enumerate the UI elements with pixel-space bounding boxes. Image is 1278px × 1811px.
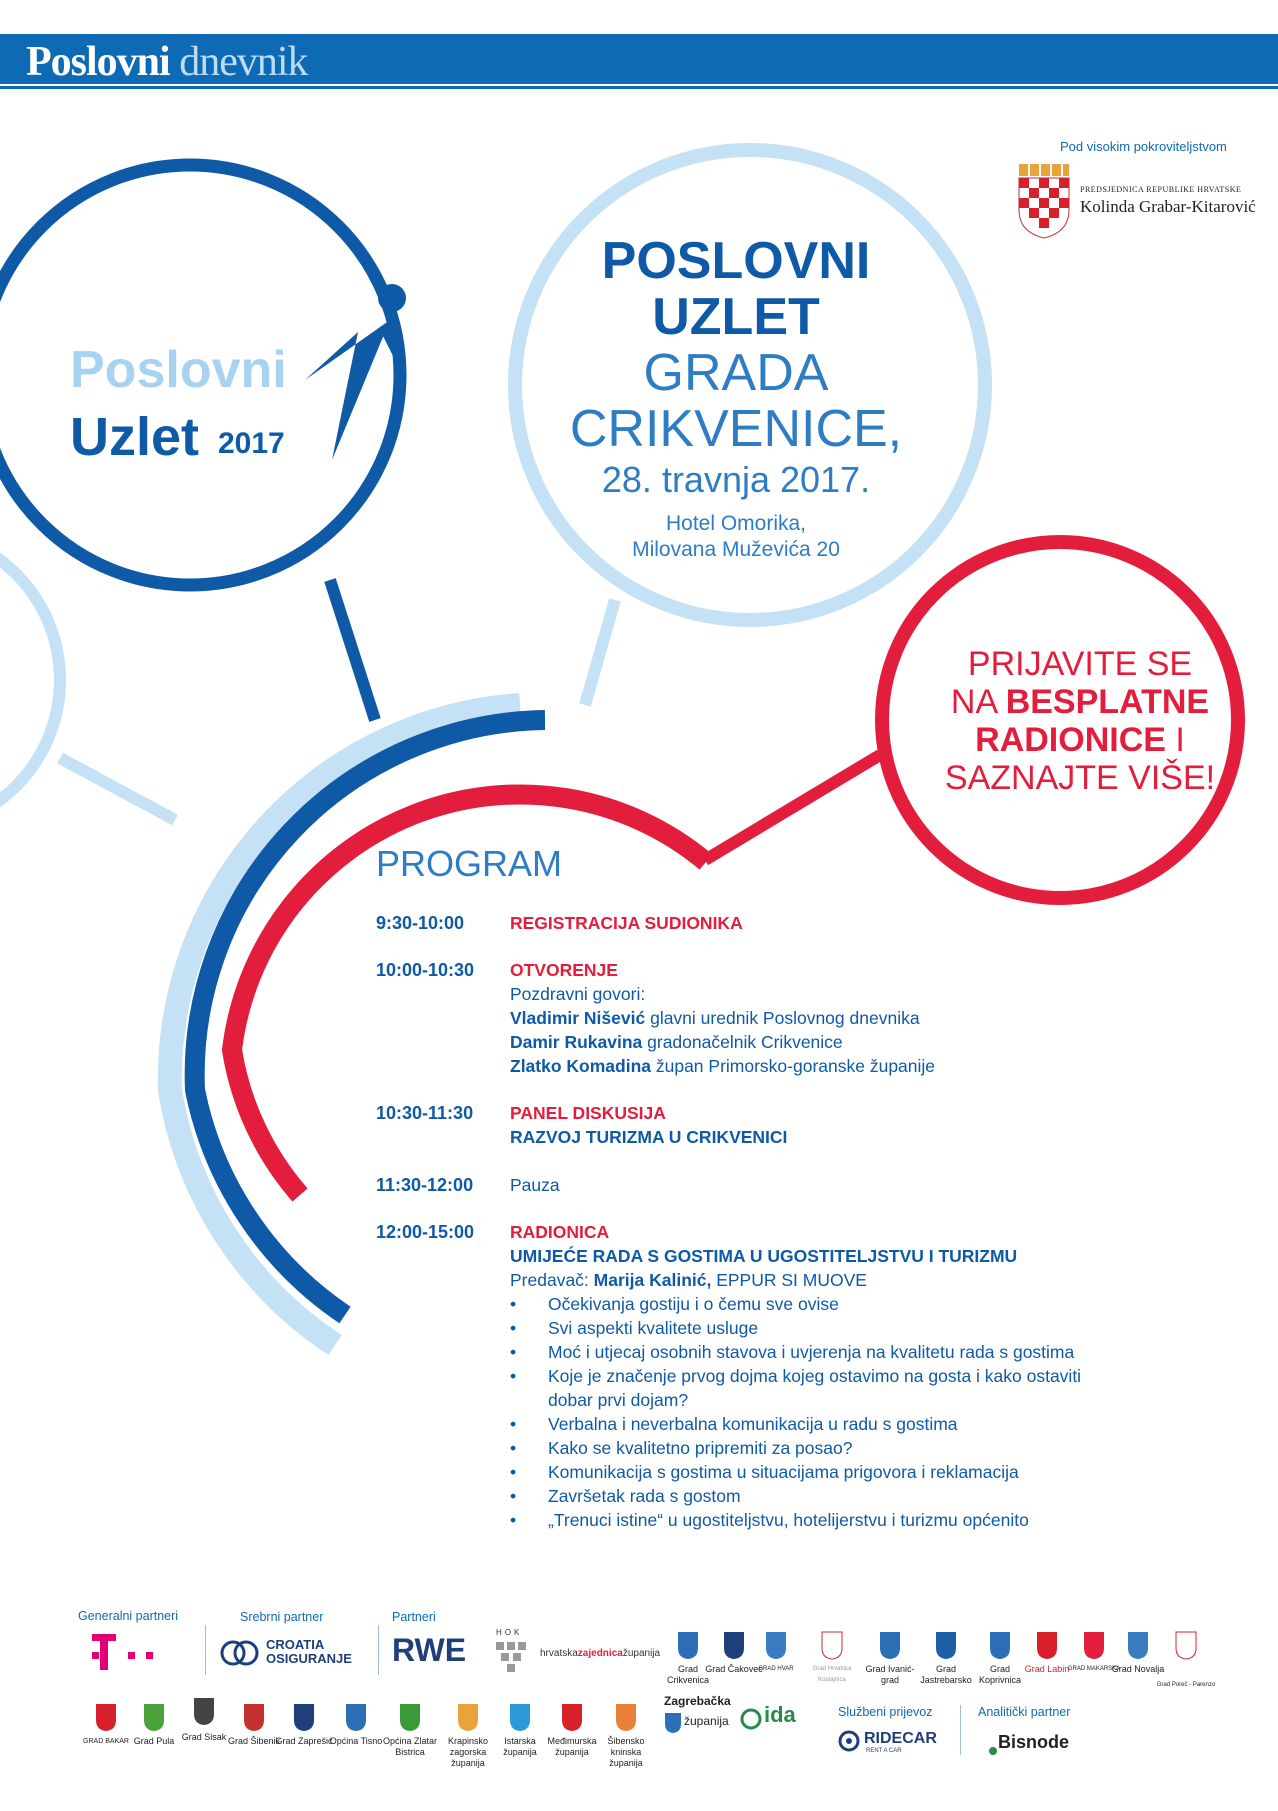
hzz-c: županija — [622, 1648, 661, 1659]
crest-label: Međimurska županija — [547, 1736, 597, 1757]
workshop-topic: Očekivanja gostiju i o čemu sve ovise — [548, 1294, 839, 1314]
telekom-logo[interactable] — [88, 1630, 178, 1674]
bisnode-logo[interactable]: Bisnode — [998, 1732, 1070, 1752]
analytic-partner-label: Analitički partner — [978, 1705, 1071, 1719]
crest-icon — [934, 1630, 958, 1660]
figure-head — [378, 284, 406, 312]
lecturer-name: Marija Kalinić, — [593, 1270, 712, 1290]
crest-label: Grad Crikvenica — [666, 1664, 709, 1685]
event-city-2: CRIKVENICE, — [569, 400, 903, 458]
bullet-dot: • — [510, 1486, 517, 1506]
crest-label: Grad Ivanić-grad — [865, 1664, 915, 1685]
bullet-dot: • — [510, 1414, 517, 1434]
speaker-1 — [510, 1008, 920, 1029]
workshop-topic-continued: dobar prvi dojam? — [548, 1390, 689, 1410]
bullet-dot: • — [510, 1366, 517, 1386]
croatia-osiguranje-logo[interactable] — [266, 1638, 352, 1666]
lecturer-org: EPPUR SI MUOVE — [711, 1270, 867, 1290]
official-transport-label: Službeni prijevoz — [838, 1705, 933, 1719]
connector-event — [585, 600, 615, 705]
patronage-name: Kolinda Grabar-Kitarović — [1080, 197, 1256, 216]
figure-body — [305, 320, 390, 460]
workshop-topic: Završetak rada s gostom — [548, 1486, 741, 1506]
masthead-first: Poslovni — [26, 39, 170, 85]
crest-label: Grad Labin — [1024, 1664, 1070, 1674]
ridecar-logo[interactable]: RIDECAR — [864, 1730, 937, 1747]
crest-label: Grad Čakovec — [705, 1664, 763, 1674]
cta-line-4: SAZNAJTE VIŠE! — [944, 759, 1216, 797]
event-venue-2: Milovana Muževića 20 — [632, 538, 840, 561]
crest-label: Grad Pula — [133, 1736, 175, 1746]
partners-label: Partneri — [392, 1610, 436, 1624]
crest-label: Grad Hrvatska Kostajnica — [812, 1666, 852, 1683]
crest-label: Grad Zaprešić — [275, 1736, 333, 1746]
event-date: 28. travnja 2017. — [601, 459, 871, 500]
ida-logo[interactable]: ida — [764, 1702, 796, 1727]
speaker-2-role: gradonačelnik Crikvenice — [642, 1032, 843, 1052]
session-1-title: REGISTRACIJA SUDIONIKA — [510, 913, 743, 933]
event-info — [540, 233, 932, 563]
session-3-subtitle: RAZVOJ TURIZMA U CRIKVENICI — [510, 1127, 788, 1147]
crest-icon — [1082, 1630, 1106, 1660]
speaker-3 — [510, 1056, 935, 1077]
zagreb-county-sub: županija — [684, 1714, 729, 1728]
crest-icon — [344, 1702, 368, 1732]
crest-label: Grad Sisak — [181, 1732, 227, 1742]
workshop-topic: Svi aspekti kvalitete usluge — [548, 1318, 759, 1338]
speaker-3-name: Zlatko Komadina — [510, 1056, 651, 1076]
registration-cta[interactable] — [880, 645, 1278, 797]
workshop-topic: Kako se kvalitetno pripremiti za posao? — [548, 1438, 853, 1458]
bullet-dot: • — [510, 1462, 517, 1482]
hok-label: HOK — [496, 1628, 523, 1637]
divider — [378, 1625, 379, 1675]
speaker-2 — [510, 1032, 843, 1053]
bullet-dot: • — [510, 1318, 517, 1338]
crest-icon — [142, 1702, 166, 1732]
crest-icon — [1035, 1630, 1059, 1660]
event-city-1: GRADA — [643, 344, 829, 402]
cta-line-2 — [880, 683, 1278, 721]
logo-word-uzlet: Uzlet — [70, 407, 200, 467]
lecturer-label: Predavač: — [510, 1270, 594, 1290]
bisnode-dot-icon — [988, 1746, 998, 1756]
crest-label: Općina Zlatar Bistrica — [382, 1736, 438, 1757]
session-3-title: PANEL DISKUSIJA — [510, 1103, 666, 1123]
croatia-line-1: CROATIA — [266, 1637, 325, 1652]
crest-icon — [676, 1630, 700, 1660]
croatia-osiguranje-icon — [218, 1638, 262, 1668]
connector-cta — [705, 755, 880, 860]
crest-icon — [878, 1630, 902, 1660]
crest-icon — [1126, 1630, 1150, 1660]
crest-icon — [508, 1702, 532, 1732]
crest-icon — [722, 1630, 746, 1660]
crest-label: Šibensko kninska županija — [607, 1736, 645, 1768]
crest-icon — [1174, 1630, 1198, 1660]
crest-label: Istarska županija — [503, 1736, 537, 1757]
session-2-title: OTVORENJE — [510, 960, 618, 980]
crest-icon — [820, 1630, 844, 1660]
divider — [960, 1705, 961, 1755]
crest-label: GRAD HVAR — [758, 1666, 794, 1672]
event-title-2: UZLET — [652, 288, 820, 346]
cta-line-3a: RADIONICE — [975, 721, 1166, 759]
zagreb-county-name: Zagrebačka — [664, 1694, 731, 1708]
speaker-1-name: Vladimir Nišević — [510, 1008, 646, 1028]
crest-label: GRAD BAKAR — [83, 1738, 129, 1745]
session-5-title: RADIONICA — [510, 1222, 610, 1242]
crest-label: Općina Tisno — [329, 1736, 383, 1746]
divider — [205, 1625, 206, 1675]
cta-line-2b: BESPLATNE — [1005, 683, 1210, 721]
crest-label: Grad Novalja — [1111, 1664, 1165, 1674]
workshop-topic: Verbalna i neverbalna komunikacija u radu s gostima — [548, 1414, 958, 1434]
workshop-topic: Moć i utjecaj osobnih stavova i uvjerenja na kvalitetu rada s gostima — [548, 1342, 1075, 1362]
crest-icon — [192, 1696, 216, 1726]
logo-year: 2017 — [218, 427, 285, 460]
crest-icon — [94, 1702, 118, 1732]
bullet-dot: • — [510, 1342, 517, 1362]
speaker-3-role: župan Primorsko-goranske županije — [651, 1056, 936, 1076]
session-3-time: 10:30-11:30 — [376, 1103, 474, 1123]
event-title-1: POSLOVNI — [601, 232, 871, 290]
session-2-time: 10:00-10:30 — [376, 960, 475, 980]
session-2-intro: Pozdravni govori: — [510, 984, 646, 1004]
cta-line-3 — [880, 721, 1278, 759]
event-venue-1: Hotel Omorika, — [665, 512, 807, 535]
cta-line-2a: NA — [950, 683, 1006, 721]
ridecar-wheel-icon — [838, 1730, 860, 1752]
circle-left-partial — [0, 530, 60, 830]
rwe-logo[interactable]: RWE — [392, 1632, 467, 1668]
bullet-dot: • — [510, 1438, 517, 1458]
general-partners-label: Generalni partneri — [78, 1609, 179, 1623]
session-1-time: 9:30-10:00 — [376, 913, 465, 933]
patronage-office: PREDSJEDNICA REPUBLIKE HRVATSKE — [1080, 185, 1242, 194]
connector-logo — [330, 580, 375, 720]
bullet-dot: • — [510, 1294, 517, 1314]
cta-line-1: PRIJAVITE SE — [967, 645, 1193, 683]
crest-label: Krapinsko zagorska županija — [447, 1736, 489, 1768]
patronage-label: Pod visokim pokroviteljstvom — [1060, 139, 1227, 154]
zagreb-county-crest-icon — [664, 1712, 682, 1734]
silver-partner-label: Srebrni partner — [240, 1610, 324, 1624]
ridecar-sub: RENT A CAR — [866, 1748, 902, 1754]
speaker-2-name: Damir Rukavina — [510, 1032, 643, 1052]
crest-icon — [292, 1702, 316, 1732]
hok-logo-icon[interactable] — [494, 1640, 528, 1676]
connector-left — [60, 758, 175, 820]
logo-word-poslovni: Poslovni — [70, 341, 287, 399]
ida-icon — [740, 1708, 762, 1730]
speaker-1-role: glavni urednik Poslovnog dnevnika — [645, 1008, 920, 1028]
crest-label: Grad Jastrebarsko — [920, 1664, 972, 1685]
session-4-time: 11:30-12:00 — [376, 1175, 474, 1195]
hzz-b: zajednica — [577, 1648, 623, 1659]
hzz-a: hrvatska — [540, 1648, 578, 1659]
session-5-time: 12:00-15:00 — [376, 1222, 475, 1242]
crest-icon — [398, 1702, 422, 1732]
session-4-title: Pauza — [510, 1175, 560, 1195]
crest-icon — [614, 1702, 638, 1732]
crest-label: Grad Poreč - Parenzo — [1156, 1682, 1216, 1688]
crest-icon — [764, 1630, 788, 1660]
crest-icon — [560, 1702, 584, 1732]
crest-label: GRAD MAKARSKA — [1067, 1666, 1121, 1672]
crest-icon — [456, 1702, 480, 1732]
croatian-coat-of-arms-icon — [1015, 160, 1073, 240]
crest-icon — [988, 1630, 1012, 1660]
program-title: PROGRAM — [376, 843, 563, 884]
croatia-line-2: OSIGURANJE — [266, 1651, 352, 1666]
crest-label: Grad Šibenik — [227, 1736, 281, 1746]
workshop-topic: Koje je značenje prvog dojma kojeg ostavimo na gosta i kako ostaviti — [548, 1366, 1082, 1386]
bullet-dot: • — [510, 1510, 517, 1530]
masthead-second: dnevnik — [179, 39, 308, 85]
workshop-topic: Komunikacija s gostima u situacijama prigovora i reklamacija — [548, 1462, 1019, 1482]
crest-label: Grad Koprivnica — [978, 1664, 1022, 1685]
crest-icon — [242, 1702, 266, 1732]
workshop-topic: „Trenuci istine“ u ugostiteljstvu, hotelijerstvu i turizmu općenito — [548, 1510, 1029, 1530]
cta-line-3b: I — [1165, 721, 1185, 759]
session-5-subtitle: UMIJEĆE RADA S GOSTIMA U UGOSTITELJSTVU I TURIZMU — [510, 1246, 1018, 1266]
hzz-logo[interactable] — [540, 1648, 660, 1659]
lecturer — [510, 1270, 867, 1291]
